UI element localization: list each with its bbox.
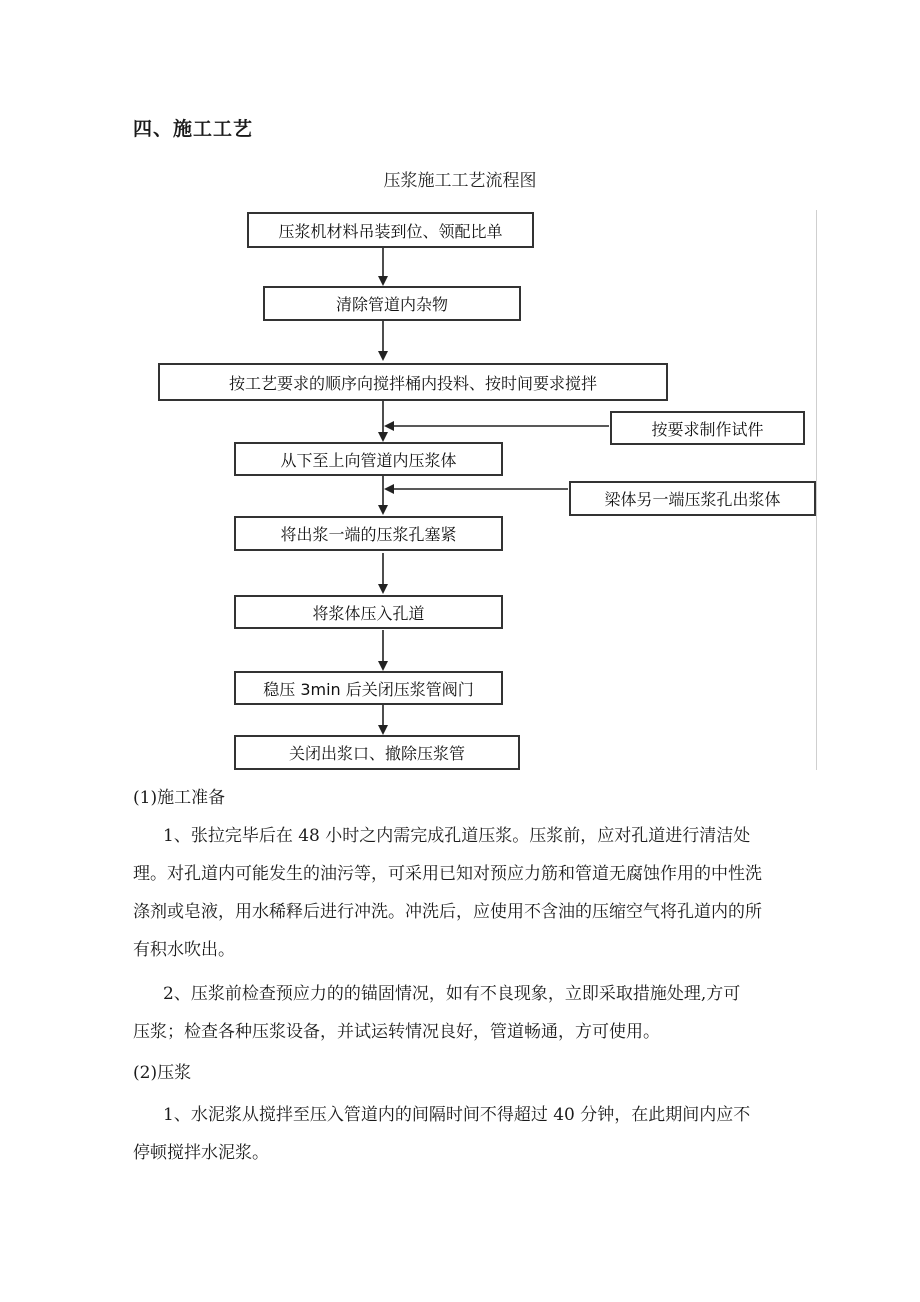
paragraph-3-line-1: 1、水泥浆从搅拌至压入管道内的间隔时间不得超过 40 分钟，在此期间内应不 bbox=[163, 1105, 751, 1125]
flow-step-6: 将浆体压入孔道 bbox=[234, 595, 503, 629]
paragraph-3-line-2: 停顿搅拌水泥浆。 bbox=[133, 1143, 269, 1163]
paragraph-1-line-3: 涤剂或皂液，用水稀释后进行冲洗。冲洗后，应使用不含油的压缩空气将孔道内的所 bbox=[133, 902, 762, 922]
side-step-2: 梁体另一端压浆孔出浆体 bbox=[569, 481, 816, 516]
paragraph-2-line-2: 压浆；检查各种压浆设备，并试运转情况良好，管道畅通，方可使用。 bbox=[133, 1022, 660, 1042]
diagram-title: 压浆施工工艺流程图 bbox=[383, 171, 537, 191]
section-heading: 四、施工工艺 bbox=[133, 118, 254, 140]
subsection-heading-2: (2)压浆 bbox=[133, 1063, 192, 1083]
flow-step-5: 将出浆一端的压浆孔塞紧 bbox=[234, 516, 503, 551]
side-step-1: 按要求制作试件 bbox=[610, 411, 805, 445]
flow-step-2: 清除管道内杂物 bbox=[263, 286, 521, 321]
paragraph-1-line-1: 1、张拉完毕后在 48 小时之内需完成孔道压浆。压浆前，应对孔道进行清洁处 bbox=[163, 826, 751, 846]
flow-step-1: 压浆机材料吊装到位、领配比单 bbox=[247, 212, 534, 248]
flow-step-7: 稳压 3min 后关闭压浆管阀门 bbox=[234, 671, 503, 705]
flow-step-8: 关闭出浆口、撤除压浆管 bbox=[234, 735, 520, 770]
flow-step-4: 从下至上向管道内压浆体 bbox=[234, 442, 503, 476]
subsection-heading-1: (1)施工准备 bbox=[133, 788, 226, 808]
paragraph-1-line-2: 理。对孔道内可能发生的油污等，可采用已知对预应力筋和管道无腐蚀作用的中性洗 bbox=[133, 864, 762, 884]
paragraph-2-line-1: 2、压浆前检查预应力的的锚固情况，如有不良现象，立即采取措施处理,方可 bbox=[163, 984, 741, 1004]
paragraph-1-line-4: 有积水吹出。 bbox=[133, 940, 235, 960]
flow-step-3: 按工艺要求的顺序向搅拌桶内投料、按时间要求搅拌 bbox=[158, 363, 668, 401]
